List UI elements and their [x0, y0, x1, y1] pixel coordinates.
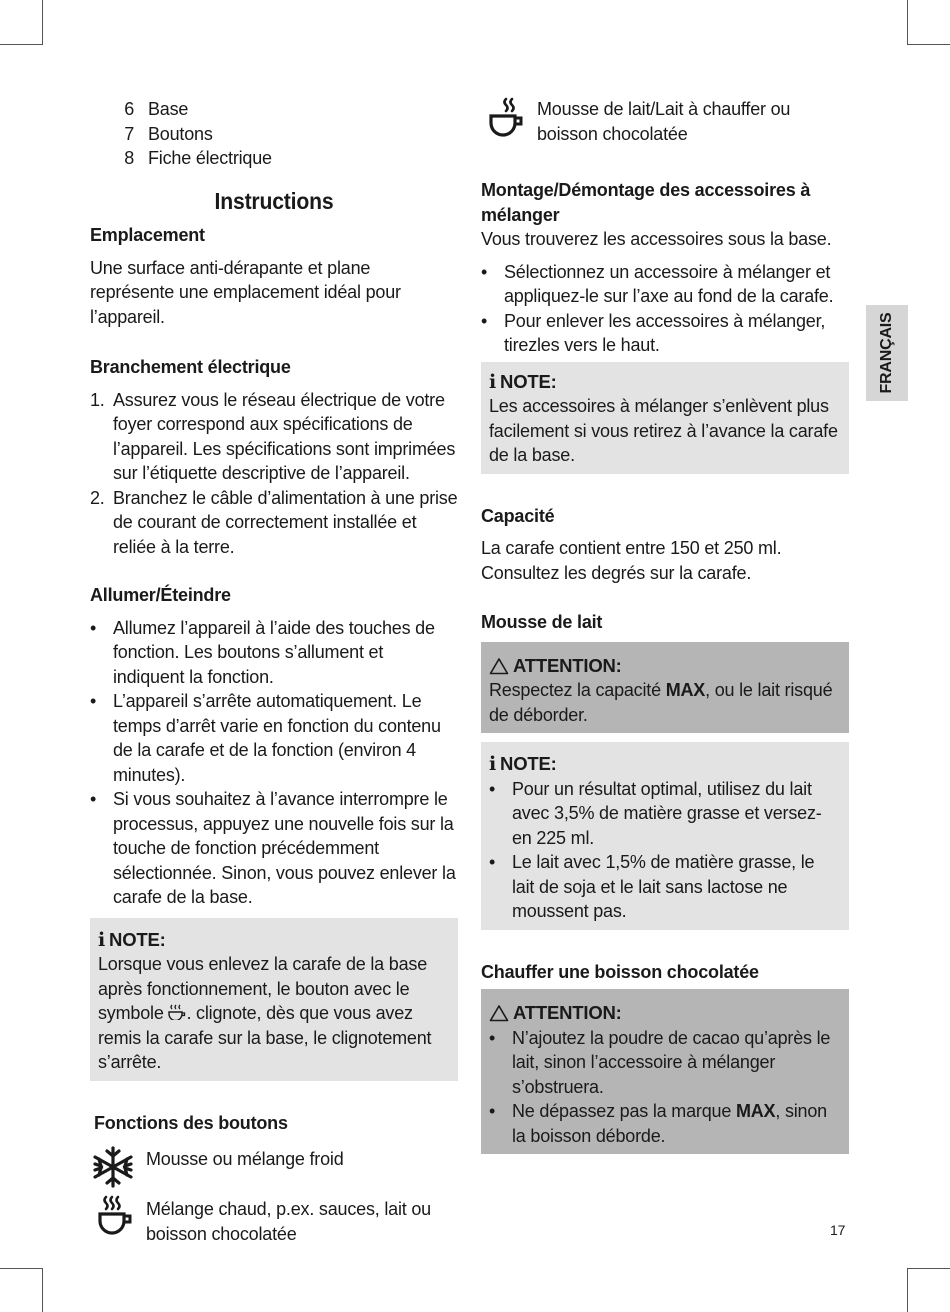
list-item: • N’ajoutez la poudre de cacao qu’après le lait, sinon l’accessoire à mélanger s’obstruera.	[489, 1026, 841, 1100]
section-heading-branchement: Branchement électrique	[90, 357, 291, 377]
attention-heading: ATTENTION:	[489, 1001, 841, 1026]
note-box	[481, 742, 849, 930]
crop-mark	[908, 1268, 950, 1269]
function-label: Mousse ou mélange froid	[146, 1149, 344, 1169]
info-icon: i	[489, 753, 497, 775]
function-row-warm	[487, 97, 849, 146]
warning-triangle-icon	[489, 657, 509, 675]
emplacement-text: Une surface anti-dérapante et plane représente une emplacement idéal pour l’appareil.	[90, 257, 401, 327]
section-heading-capacite: Capacité	[481, 505, 555, 526]
left-column	[90, 97, 458, 1246]
note-heading: i NOTE:	[489, 370, 557, 393]
crop-mark	[907, 0, 908, 45]
list-item: • L’appareil s’arrête automatiquement. Le temps d’arrêt varie en fonction du contenu de la carafe et de la fonction (environ 4 minutes).	[90, 689, 458, 787]
list-item: 6 Base	[124, 99, 189, 119]
montage-text: Vous trouverez les accessoires sous la base.	[481, 229, 832, 249]
list-item: • Sélectionnez un accessoire à mélanger et appliquez-le sur l’axe au fond de la carafe.	[481, 260, 849, 309]
function-row-cold	[90, 1145, 458, 1189]
hot-cup-icon	[90, 1195, 136, 1239]
function-label: Mousse de lait/Lait à chauffer ou boisson chocolatée	[537, 99, 791, 144]
page-title: Instructions	[214, 187, 334, 214]
section-heading-allumer: Allumer/Éteindre	[90, 585, 231, 605]
list-item: • Pour un résultat optimal, utilisez du lait avec 3,5% de matière grasse et versez-en 225 ml.	[489, 777, 841, 851]
note-text: Les accessoires à mélanger s’enlèvent plus facilement si vous retirez à l’avance la carafe de la base.	[489, 396, 838, 465]
note-heading: i NOTE:	[98, 928, 166, 951]
note-heading: i NOTE:	[489, 753, 557, 775]
branchement-list	[90, 388, 458, 560]
info-icon: i	[489, 370, 497, 393]
page-number: 17	[830, 1222, 846, 1238]
list-item: 8 Fiche électrique	[124, 148, 272, 168]
list-item: • Si vous souhaitez à l’avance interrompre le processus, appuyez une nouvelle fois sur la touche de fonction précédemment sélectionnée. Sinon, vous pouvez enlever la carafe de la base.	[90, 787, 458, 910]
attention-text: Respectez la capacité MAX, ou le lait risqué de déborder.	[489, 680, 833, 725]
function-label: Mélange chaud, p.ex. sauces, lait ou boisson chocolatée	[146, 1199, 431, 1244]
parts-list	[122, 97, 458, 171]
allumer-list	[90, 616, 458, 910]
section-heading-montage: Montage/Démontage des accessoires à mélanger	[481, 180, 811, 225]
warm-cup-icon	[487, 97, 533, 141]
crop-mark	[908, 44, 950, 45]
note-text: Lorsque vous enlevez la carafe de la base après fonctionnement, le bouton avec le symbole . clignote, dès que vous avez remis la carafe sur la base, le clignotement s’arrête.	[98, 954, 432, 1072]
list-item: 2. Branchez le câble d’alimentation à une prise de courant de correctement installée et reliée à la terre.	[90, 487, 458, 557]
list-item: • Pour enlever les accessoires à mélanger, tirezles vers le haut.	[481, 309, 849, 358]
function-row-hot	[90, 1195, 458, 1246]
warning-triangle-icon	[489, 1004, 509, 1022]
section-heading-emplacement: Emplacement	[90, 225, 205, 245]
info-icon: i	[98, 928, 106, 951]
montage-list	[481, 260, 849, 358]
list-item: • Le lait avec 1,5% de matière grasse, le lait de soja et le lait sans lactose ne moussent pas.	[489, 850, 841, 924]
section-heading-mousse: Mousse de lait	[481, 612, 603, 632]
list-item: 1. Assurez vous le réseau électrique de votre foyer correspond aux spécifications de l’appareil. Les spécifications sont imprimées sur l’étiquette descriptive de l’appareil.	[90, 389, 456, 483]
hot-cup-symbol-icon	[168, 1004, 186, 1020]
crop-mark	[42, 0, 43, 45]
attention-list	[489, 1026, 841, 1149]
crop-mark	[42, 1268, 43, 1312]
snowflake-icon	[90, 1145, 136, 1189]
list-item: • Ne dépassez pas la marque MAX, sinon la boisson déborde.	[489, 1099, 841, 1148]
list-item: • Allumez l’appareil à l’aide des touches de fonction. Les boutons s’allument et indiquent la fonction.	[90, 616, 458, 690]
attention-box	[481, 989, 849, 1154]
note-box	[90, 918, 458, 1081]
crop-mark	[907, 1268, 908, 1312]
capacite-text: La carafe contient entre 150 et 250 ml. Consultez les degrés sur la carafe.	[481, 538, 782, 583]
right-column	[481, 97, 849, 1154]
attention-box	[481, 642, 849, 734]
list-item: 7 Boutons	[124, 123, 213, 144]
crop-mark	[0, 44, 42, 45]
language-tab: FRANÇAIS	[866, 305, 908, 401]
crop-mark	[0, 1268, 42, 1269]
section-heading-fonctions: Fonctions des boutons	[94, 1112, 288, 1133]
note-box	[481, 362, 849, 474]
attention-heading: ATTENTION:	[489, 654, 841, 679]
note-list	[489, 777, 841, 924]
section-heading-chauffer: Chauffer une boisson chocolatée	[481, 961, 759, 982]
